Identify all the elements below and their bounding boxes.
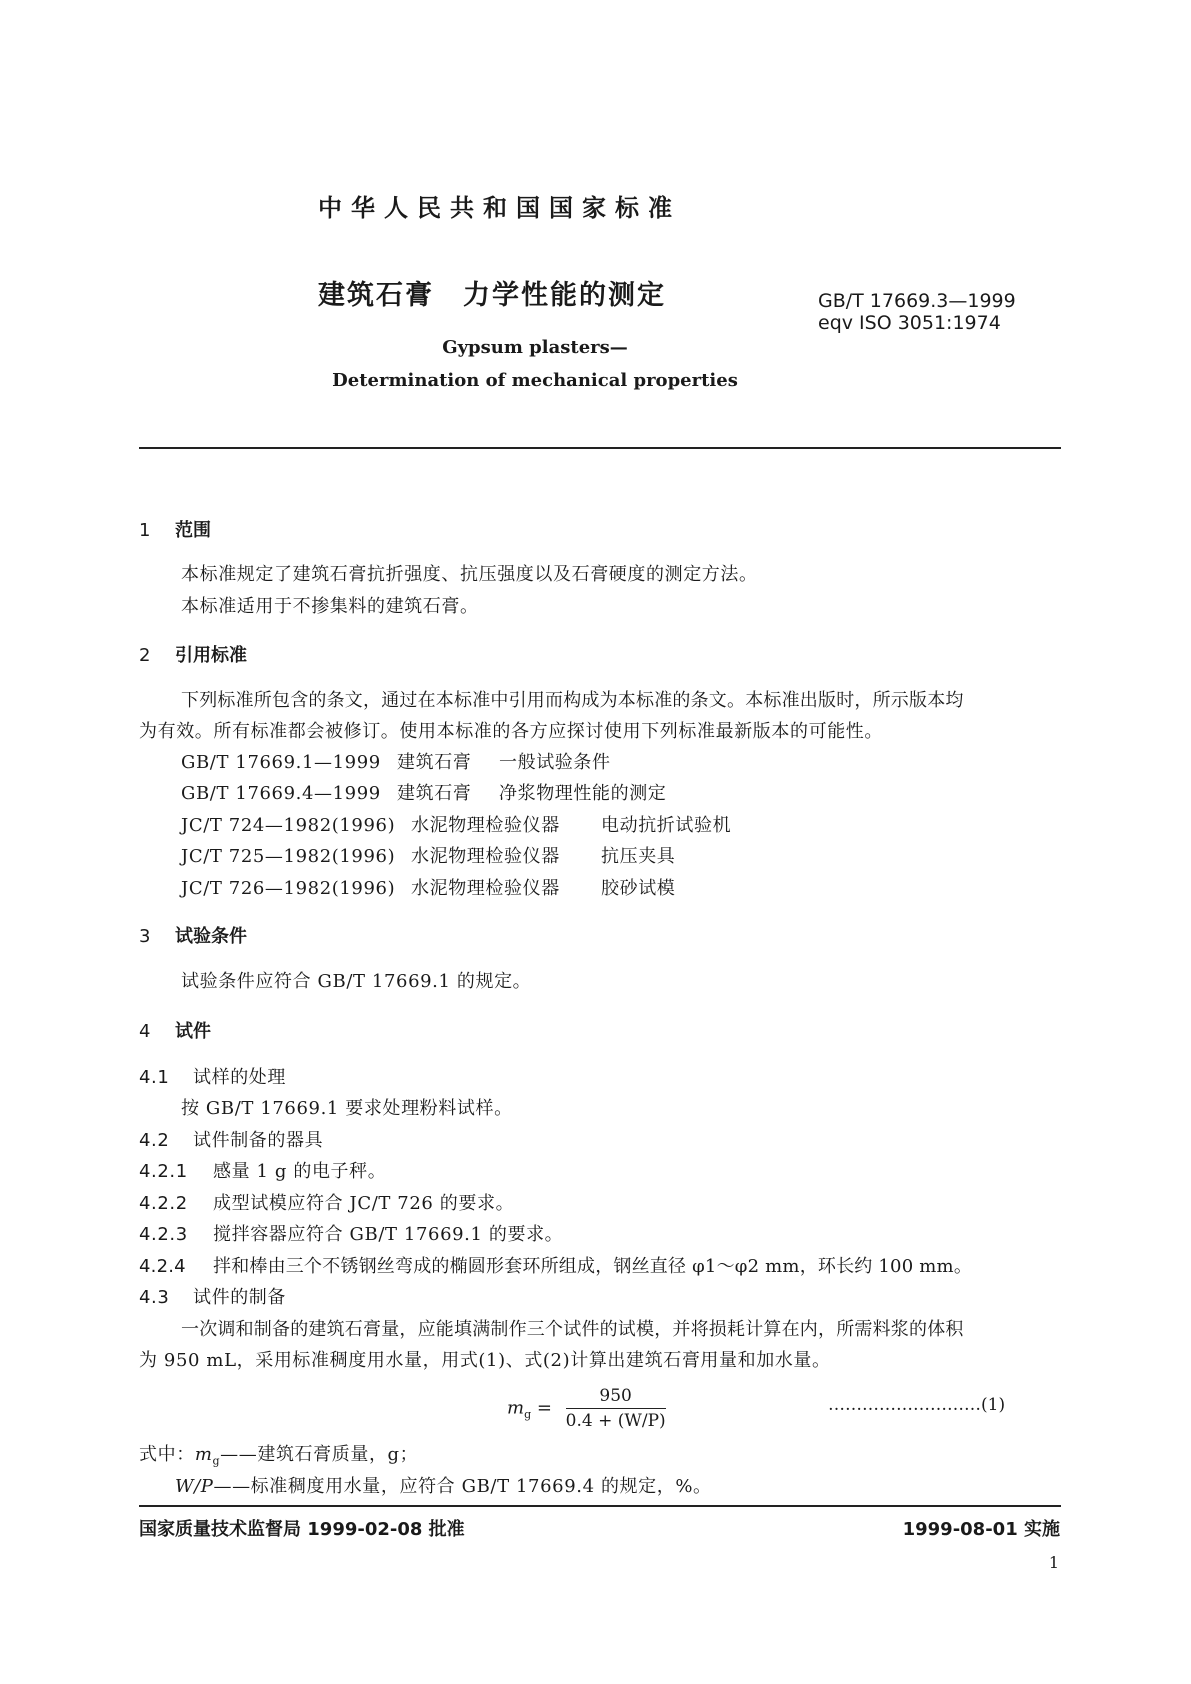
clause-4-2-1 [139,1157,386,1183]
subsection-4-3-paragraph-line-2: 为 950 mL，采用标准稠度用水量，用式(1)、式(2)计算出建筑石膏用量和加水量。 [139,1350,831,1371]
standard-number: GB/T 17669.3—1999 [818,290,1016,312]
formula-equals: = [531,1397,558,1419]
formula-denominator: 0.4 + (W/P) [565,1411,666,1431]
section-3-paragraph: 试验条件应符合 GB/T 17669.1 的规定。 [181,971,532,992]
subsection-title: 试样的处理 [193,1067,286,1088]
section-number: 3 [139,926,151,947]
reference-code: JC/T 726—1982(1996) [181,878,396,899]
reference-item [181,874,675,900]
english-title-line-1: Gypsum plasters— [442,337,628,358]
reference-name: 水泥物理检验仪器 [411,846,560,867]
formula-numerator: 950 [566,1386,666,1409]
legend-lead: 式中： [139,1444,195,1465]
equivalent-standard: eqv ISO 3051:1974 [818,312,1001,334]
subsection-4-2-heading [139,1126,323,1152]
document-title: 建筑石膏 力学性能的测定 [318,280,666,311]
section-number: 4 [139,1021,151,1042]
legend-variable-subscript: g [212,1454,221,1468]
subsection-number: 4.1 [139,1067,170,1088]
section-1-heading [139,516,211,542]
section-title: 试验条件 [175,926,247,947]
subsection-number: 4.2 [139,1130,170,1151]
reference-name: 建筑石膏 [397,752,472,773]
subsection-4-3-paragraph-line-1: 一次调和制备的建筑石膏量，应能填满制作三个试件的试模，并将损耗计算在内，所需料浆的体积 [181,1319,964,1340]
reference-code: GB/T 17669.4—1999 [181,783,381,804]
reference-topic: 一般试验条件 [499,752,611,773]
formula-fraction [566,1386,666,1431]
legend-description: ——标准稠度用水量，应符合 GB/T 17669.4 的规定，%。 [213,1476,712,1497]
subsection-title: 试件制备的器具 [193,1130,324,1151]
formula-lhs-variable: m [507,1397,525,1419]
reference-item [181,811,731,837]
formula-lhs-subscript: g [524,1408,532,1422]
clause-text: 搅拌容器应符合 GB/T 17669.1 的要求。 [213,1224,564,1245]
clause-4-2-4 [139,1252,972,1278]
section-2-paragraph-line-1: 下列标准所包含的条文，通过在本标准中引用而构成为本标准的条文。本标准出版时，所示版本均 [181,690,964,711]
clause-text: 成型试模应符合 JC/T 726 的要求。 [213,1193,515,1214]
effective-date: 1999-08-01 实施 [902,1519,1060,1540]
subsection-4-1-text: 按 GB/T 17669.1 要求处理粉料试样。 [181,1098,513,1119]
reference-name: 水泥物理检验仪器 [411,878,560,899]
section-2-heading [139,641,247,667]
issuing-country-title: 中华人民共和国国家标准 [318,194,681,222]
section-title: 引用标准 [175,645,247,666]
approval-date: 国家质量技术监督局 1999-02-08 批准 [139,1519,465,1540]
reference-item [181,842,675,868]
page-number: 1 [1048,1553,1059,1572]
header-divider [139,447,1061,449]
clause-number: 4.2.4 [139,1256,186,1277]
reference-topic: 抗压夹具 [601,846,676,867]
section-2-paragraph-line-2: 为有效。所有标准都会被修订。使用本标准的各方应探讨使用下列标准最新版本的可能性。 [139,721,883,742]
clause-number: 4.2.1 [139,1161,188,1182]
legend-description: ——建筑石膏质量，g； [220,1444,419,1465]
subsection-4-3-heading [139,1283,286,1309]
footer-divider [139,1505,1061,1507]
reference-code: JC/T 725—1982(1996) [181,846,396,867]
subsection-4-1-heading [139,1063,286,1089]
reference-name: 建筑石膏 [397,783,472,804]
section-number: 2 [139,645,151,666]
clause-text: 拌和棒由三个不锈钢丝弯成的椭圆形套环所组成，钢丝直径 φ1～φ2 mm，环长约 100 mm。 [213,1256,973,1277]
section-3-heading [139,922,247,948]
section-1-paragraph-2: 本标准适用于不掺集料的建筑石膏。 [181,596,479,617]
formula-legend-line-1 [139,1440,418,1468]
section-number: 1 [139,520,151,541]
reference-code: JC/T 724—1982(1996) [181,815,396,836]
formula-legend-line-2 [175,1472,712,1498]
formula-1-number: ………………………(1) [828,1395,1006,1415]
clause-number: 4.2.3 [139,1224,188,1245]
section-title: 试件 [175,1021,211,1042]
clause-4-2-2 [139,1189,514,1215]
reference-item [181,748,611,774]
legend-variable: W/P [175,1476,214,1497]
reference-code: GB/T 17669.1—1999 [181,752,381,773]
reference-topic: 胶砂试模 [601,878,676,899]
section-4-heading [139,1017,211,1043]
section-title: 范围 [175,520,211,541]
subsection-title: 试件的制备 [193,1287,286,1308]
english-title-line-2: Determination of mechanical properties [332,370,738,391]
reference-name: 水泥物理检验仪器 [411,815,560,836]
reference-item [181,779,666,805]
section-1-paragraph-1: 本标准规定了建筑石膏抗折强度、抗压强度以及石膏硬度的测定方法。 [181,564,758,585]
subsection-number: 4.3 [139,1287,170,1308]
reference-topic: 净浆物理性能的测定 [499,783,667,804]
clause-4-2-3 [139,1220,563,1246]
formula-1 [507,1386,666,1431]
clause-text: 感量 1 g 的电子秤。 [213,1161,387,1182]
clause-number: 4.2.2 [139,1193,188,1214]
legend-variable: m [194,1444,213,1465]
reference-topic: 电动抗折试验机 [601,815,732,836]
